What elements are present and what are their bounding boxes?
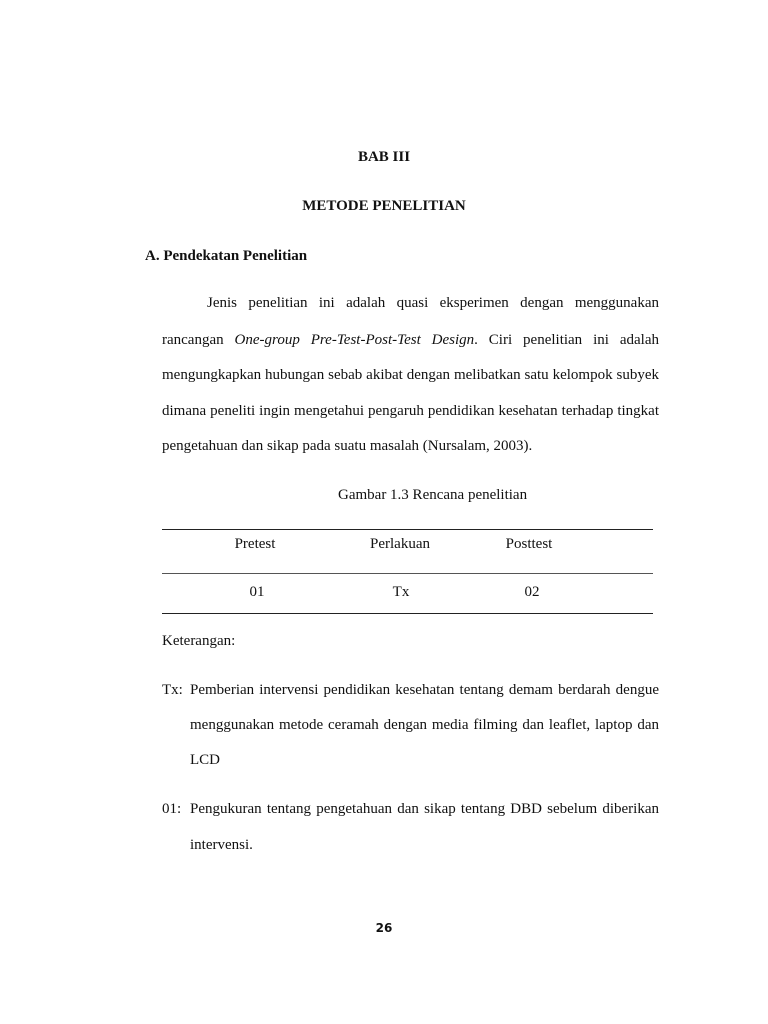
table-top-rule — [162, 529, 653, 530]
figure-caption: Gambar 1.3 Rencana penelitian — [338, 487, 528, 503]
note-tx-line-2: menggunakan metode ceramah dengan media filming dan leaflet, laptop dan — [190, 717, 659, 733]
note-tx-line-1: Pemberian intervensi pendidikan kesehatan tentang demam berdarah dengue — [190, 682, 659, 698]
paragraph-line-5: pengetahuan dan sikap pada suatu masalah (Nursalam, 2003). — [162, 438, 533, 454]
paragraph-line-2-end: . Ciri penelitian ini adalah — [474, 332, 659, 348]
note-o1-label: 01: — [162, 801, 182, 817]
paragraph-line-2-start: rancangan — [162, 332, 235, 348]
paragraph-line-3: mengungkapkan hubungan sebab akibat dengan melibatkan satu kelompok subyek — [162, 367, 659, 383]
notes-heading: Keterangan: — [162, 633, 236, 649]
chapter-title: METODE PENELITIAN — [302, 198, 466, 214]
table-mid-rule — [162, 573, 653, 574]
note-o1-line-1: Pengukuran tentang pengetahuan dan sikap tentang DBD sebelum diberikan — [190, 801, 659, 817]
note-tx-label: Tx: — [162, 682, 183, 698]
page-number: 26 — [375, 921, 393, 935]
paragraph-line-1: Jenis penelitian ini adalah quasi eksperimen dengan menggunakan — [207, 295, 659, 311]
section-heading: A. Pendekatan Penelitian — [145, 248, 308, 264]
paragraph-line-2 — [162, 332, 659, 349]
table-cell-treatment: Tx — [392, 584, 410, 600]
chapter-heading: BAB III — [357, 149, 411, 165]
table-header-pretest: Pretest — [234, 536, 276, 552]
table-header-perlakuan: Perlakuan — [370, 536, 430, 552]
note-tx-line-3: LCD — [190, 752, 220, 768]
design-name-italic: One-group Pre-Test-Post-Test Design — [234, 332, 475, 348]
table-cell-posttest: 02 — [524, 584, 540, 600]
paragraph-line-4: dimana peneliti ingin mengetahui pengaruh pendidikan kesehatan terhadap tingkat — [162, 403, 659, 419]
note-o1-line-2: intervensi. — [190, 837, 253, 853]
table-bottom-rule — [162, 613, 653, 614]
table-header-posttest: Posttest — [505, 536, 553, 552]
table-cell-pretest: 01 — [249, 584, 265, 600]
